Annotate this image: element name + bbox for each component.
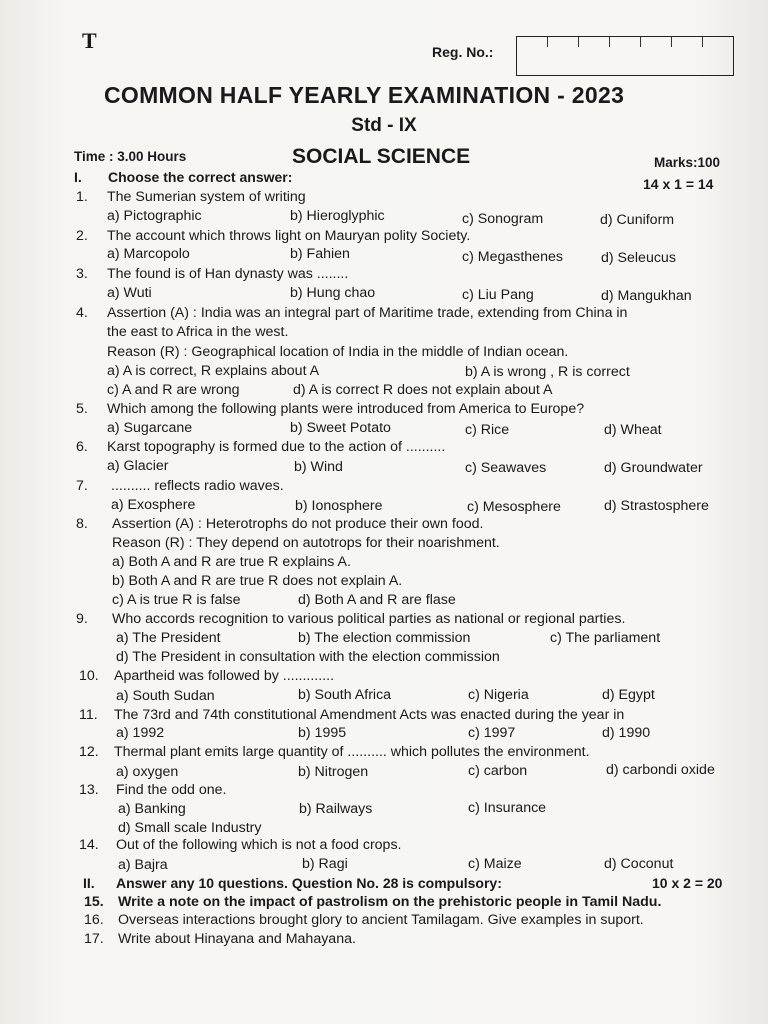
option-c: c) Rice [465,422,510,438]
question-text: Thermal plant emits large quantity of .......... which pollutes the environment. [114,744,590,760]
section-1-title: Choose the correct answer: [108,169,293,185]
option-c: c) Maize [468,856,522,872]
option-a: a) Marcopolo [107,246,190,262]
option-b: b) Ragi [302,856,348,872]
option-b: b) Wind [294,459,343,475]
reg-no-box [516,36,734,76]
option-c: c) Mesosphere [467,499,561,515]
option-a: a) South Sudan [116,688,215,704]
option-c: c) Megasthenes [462,249,563,265]
option-b: b) Both A and R are true R does not explain A. [112,573,403,589]
question-text: Assertion (A) : India was an integral part of Maritime trade, extending from China in [107,305,628,321]
question-text: Who accords recognition to various political parties as national or regional parties. [112,611,626,627]
option-a: a) Both A and R are true R explains A. [112,554,351,570]
question-text: Reason (R) : Geographical location of India in the middle of Indian ocean. [107,344,569,360]
option-a: a) Sugarcane [107,420,193,436]
standard: Std - IX [351,115,417,136]
section-2-number: II. [83,875,95,891]
question-number: 12. [79,744,99,760]
question-number: 8. [76,516,88,532]
option-d: d) The President in consultation with the election commission [116,649,500,665]
option-c: c) Insurance [468,800,547,816]
option-d: d) Cuniform [600,212,675,228]
option-c: c) A is true R is false [112,592,241,608]
section-1-number: I. [74,169,82,185]
question-text: Write a note on the impact of pastrolism on the prehistoric people in Tamil Nadu. [118,894,662,910]
option-a: a) Glacier [107,458,169,474]
option-c: c) carbon [468,763,528,779]
option-d: d) Wheat [604,422,662,438]
question-text: Assertion (A) : Heterotrophs do not produce their own food. [112,516,484,532]
option-c: c) A and R are wrong [107,382,240,398]
option-b: b) Sweet Potato [290,420,391,436]
option-c: c) Seawaves [465,460,547,476]
option-b: b) Fahien [290,246,350,262]
option-b: b) Railways [299,801,373,817]
subject-title: SOCIAL SCIENCE [292,145,471,168]
option-a: a) A is correct, R explains about A [107,363,320,379]
question-number: 5. [76,401,88,417]
option-d: d) Small scale Industry [118,820,262,836]
question-text: the east to Africa in the west. [107,324,289,340]
option-a: a) Exosphere [111,497,196,513]
option-d: d) Mangukhan [601,288,692,304]
option-b: b) A is wrong , R is correct [465,364,630,380]
question-number: 15. [84,894,104,910]
option-b: b) The election commission [298,630,471,646]
option-d: d) Seleucus [601,250,676,266]
question-number: 9. [76,611,88,627]
option-d: d) A is correct R does not explain about A [293,382,553,398]
option-b: b) Ionosphere [295,498,383,514]
question-text: The found is of Han dynasty was ........ [107,266,349,282]
option-b: b) Hung chao [290,285,376,301]
option-a: a) Pictographic [107,208,202,224]
option-a: a) Banking [118,801,186,817]
question-text: .......... reflects radio waves. [111,478,284,494]
option-d: d) 1990 [602,725,651,741]
question-number: 10. [79,668,99,684]
option-d: d) Groundwater [604,460,703,476]
option-d: d) Coconut [604,856,674,872]
option-d: d) carbondi oxide [606,762,715,778]
section-2-score: 10 x 2 = 20 [652,875,723,891]
option-c: c) Nigeria [468,687,529,703]
question-number: 16. [84,912,104,928]
option-b: b) Hieroglyphic [290,208,385,224]
question-text: Overseas interactions brought glory to ancient Tamilagam. Give examples in suport. [118,912,644,928]
question-text: Reason (R) : They depend on autotrops for their noarishment. [112,535,500,551]
section-2-title: Answer any 10 questions. Question No. 28 is compulsory: [116,875,502,891]
option-a: a) oxygen [116,764,179,780]
question-number: 2. [76,228,88,244]
question-number: 7. [76,478,88,494]
option-a: a) Bajra [118,857,168,873]
option-b: b) South Africa [298,687,392,703]
paper-code: T [82,28,97,53]
question-number: 17. [84,931,104,947]
option-d: d) Strastosphere [604,498,709,514]
question-number: 4. [76,305,88,321]
time-allowed: Time : 3.00 Hours [74,149,187,164]
option-b: b) 1995 [298,725,347,741]
question-text: Which among the following plants were introduced from America to Europe? [107,401,585,417]
question-text: Write about Hinayana and Mahayana. [118,931,356,947]
question-number: 14. [79,837,99,853]
question-number: 6. [76,439,88,455]
question-number: 11. [79,707,98,723]
section-1-score: 14 x 1 = 14 [643,176,714,192]
option-c: c) The parliament [550,630,661,646]
question-text: The account which throws light on Mauryan polity Society. [107,228,471,244]
question-text: The 73rd and 74th constitutional Amendment Acts was enacted during the year in [114,707,625,723]
option-b: b) Nitrogen [298,764,369,780]
option-a: a) Wuti [107,285,152,301]
option-a: a) 1992 [116,725,165,741]
question-text: The Sumerian system of writing [107,189,306,205]
question-text: Find the odd one. [116,782,227,798]
option-c: c) 1997 [468,725,516,741]
question-number: 3. [76,266,88,282]
option-a: a) The President [116,630,221,646]
question-text: Out of the following which is not a food crops. [116,837,402,853]
option-c: c) Liu Pang [462,287,534,303]
total-marks: Marks:100 [654,155,721,170]
question-number: 1. [76,189,88,205]
question-number: 13. [79,782,99,798]
exam-title: COMMON HALF YEARLY EXAMINATION - 2023 [104,82,625,108]
option-c: c) Sonogram [462,211,544,227]
option-d: d) Both A and R are flase [298,592,456,608]
question-text: Karst topography is formed due to the action of .......... [107,439,446,455]
reg-no-label: Reg. No.: [432,44,494,60]
question-text: Apartheid was followed by ............. [114,668,335,684]
option-d: d) Egypt [602,687,655,703]
